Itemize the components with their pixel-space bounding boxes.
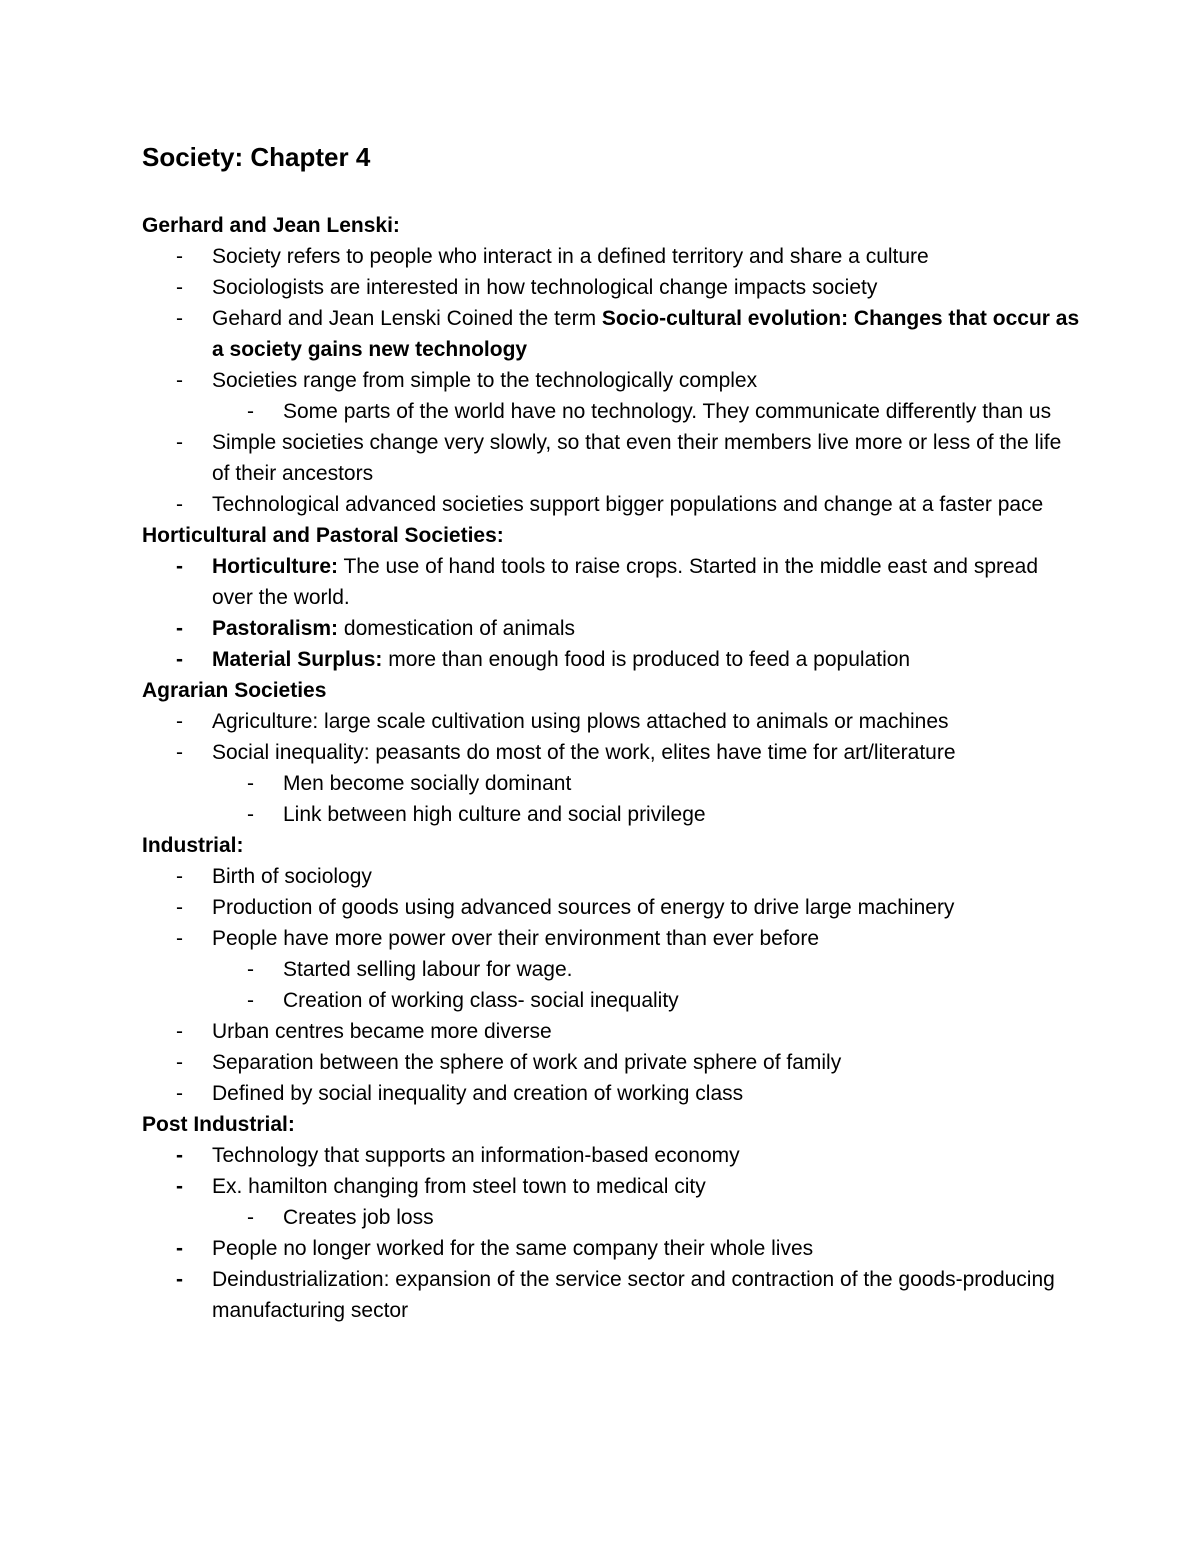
section-heading: Horticultural and Pastoral Societies:: [142, 524, 504, 547]
dash-bullet: -: [176, 1268, 183, 1291]
sub-list-item: [142, 954, 1082, 985]
item-text: Society refers to people who interact in a defined territory and share a culture: [212, 245, 929, 268]
item-text: Simple societies change very slowly, so that even their members live more or less of the life of their ancestors: [212, 431, 1062, 485]
dash-bullet: -: [176, 896, 183, 919]
bullet-list: [142, 706, 1082, 830]
section: [142, 210, 1082, 520]
list-item: [142, 551, 1082, 613]
dash-bullet: -: [176, 245, 183, 268]
item-text: Men become socially dominant: [283, 772, 572, 795]
section: [142, 520, 1082, 675]
section: [142, 1109, 1082, 1326]
section: [142, 830, 1082, 1109]
dash-bullet: -: [176, 431, 183, 454]
dash-bullet: -: [176, 307, 183, 330]
sub-list-item: [142, 985, 1082, 1016]
item-text: Deindustrialization: expansion of the service sector and contraction of the goods-producing manufacturing sector: [212, 1268, 1055, 1322]
list-item: [142, 489, 1082, 520]
list-item: [142, 644, 1082, 675]
term-label: Horticulture:: [212, 555, 338, 578]
item-text: Urban centres became more diverse: [212, 1020, 552, 1043]
dash-bullet: -: [176, 1082, 183, 1105]
list-item: [142, 1264, 1082, 1326]
list-item: [142, 1016, 1082, 1047]
term-label: Material Surplus:: [212, 648, 383, 671]
dash-bullet: -: [176, 1051, 183, 1074]
sub-list-item: [142, 1202, 1082, 1233]
list-item: [142, 1140, 1082, 1171]
list-item: [142, 737, 1082, 768]
list-item: [142, 427, 1082, 489]
list-item: [142, 1078, 1082, 1109]
bullet-list: [142, 861, 1082, 1109]
dash-bullet: -: [247, 958, 254, 981]
item-text: Societies range from simple to the technologically complex: [212, 369, 758, 392]
item-text: Social inequality: peasants do most of the work, elites have time for art/literature: [212, 741, 956, 764]
dash-bullet: -: [247, 1206, 254, 1229]
dash-bullet: -: [176, 741, 183, 764]
item-text: Sociologists are interested in how technological change impacts society: [212, 276, 878, 299]
item-text: Started selling labour for wage.: [283, 958, 573, 981]
list-item: [142, 303, 1082, 365]
item-text: Link between high culture and social privilege: [283, 803, 706, 826]
dash-bullet: -: [247, 803, 254, 826]
section-heading: Post Industrial:: [142, 1113, 295, 1136]
dash-bullet: -: [247, 400, 254, 423]
section: [142, 675, 1082, 830]
dash-bullet: -: [176, 1144, 183, 1167]
list-item: [142, 1171, 1082, 1202]
item-text: Technology that supports an information-based economy: [212, 1144, 740, 1167]
dash-bullet: -: [176, 927, 183, 950]
item-text: Creates job loss: [283, 1206, 434, 1229]
sub-list-item: [142, 396, 1082, 427]
item-text: Defined by social inequality and creation of working class: [212, 1082, 744, 1105]
list-item: [142, 365, 1082, 396]
section-heading: Industrial:: [142, 834, 244, 857]
item-text: Agriculture: large scale cultivation using plows attached to animals or machines: [212, 710, 949, 733]
list-item: [142, 272, 1082, 303]
item-text: more than enough food is produced to feed a population: [382, 648, 911, 671]
bullet-list: [142, 551, 1082, 675]
dash-bullet: -: [176, 710, 183, 733]
dash-bullet: -: [176, 648, 183, 671]
section-heading: Agrarian Societies: [142, 679, 327, 702]
list-item: [142, 923, 1082, 954]
item-text: Separation between the sphere of work and private sphere of family: [212, 1051, 842, 1074]
dash-bullet: -: [176, 493, 183, 516]
item-text: Production of goods using advanced sources of energy to drive large machinery: [212, 896, 955, 919]
page-title: Society: Chapter 4: [142, 142, 371, 172]
section-heading: Gerhard and Jean Lenski:: [142, 214, 400, 237]
dash-bullet: -: [176, 1175, 183, 1198]
list-item: [142, 1233, 1082, 1264]
item-text: Gehard and Jean Lenski Coined the term: [212, 307, 602, 330]
item-text: People no longer worked for the same company their whole lives: [212, 1237, 814, 1260]
bold-definition: Socio-cultural evolution: Changes that occur as a society gains new technology: [212, 307, 1080, 361]
item-text: Ex. hamilton changing from steel town to medical city: [212, 1175, 706, 1198]
document-page: [142, 140, 1082, 1326]
dash-bullet: -: [176, 865, 183, 888]
dash-bullet: -: [176, 1237, 183, 1260]
list-item: [142, 892, 1082, 923]
item-text: Technological advanced societies support bigger populations and change at a faster pace: [212, 493, 1044, 516]
list-item: [142, 241, 1082, 272]
item-text: domestication of animals: [338, 617, 576, 640]
dash-bullet: -: [176, 1020, 183, 1043]
item-text: People have more power over their environment than ever before: [212, 927, 820, 950]
list-item: [142, 613, 1082, 644]
dash-bullet: -: [176, 369, 183, 392]
bullet-list: [142, 241, 1082, 520]
item-text: Birth of sociology: [212, 865, 372, 888]
dash-bullet: -: [247, 772, 254, 795]
item-text: The use of hand tools to raise crops. Started in the middle east and spread over the world.: [212, 555, 1039, 609]
dash-bullet: -: [176, 617, 183, 640]
sub-list-item: [142, 799, 1082, 830]
term-label: Pastoralism:: [212, 617, 339, 640]
item-text: Some parts of the world have no technology. They communicate differently than us: [283, 400, 1052, 423]
sub-list-item: [142, 768, 1082, 799]
bullet-list: [142, 1140, 1082, 1326]
dash-bullet: -: [176, 555, 183, 578]
item-text: Creation of working class- social inequality: [283, 989, 679, 1012]
list-item: [142, 1047, 1082, 1078]
dash-bullet: -: [247, 989, 254, 1012]
list-item: [142, 861, 1082, 892]
document-body: [142, 210, 1082, 1326]
dash-bullet: -: [176, 276, 183, 299]
list-item: [142, 706, 1082, 737]
